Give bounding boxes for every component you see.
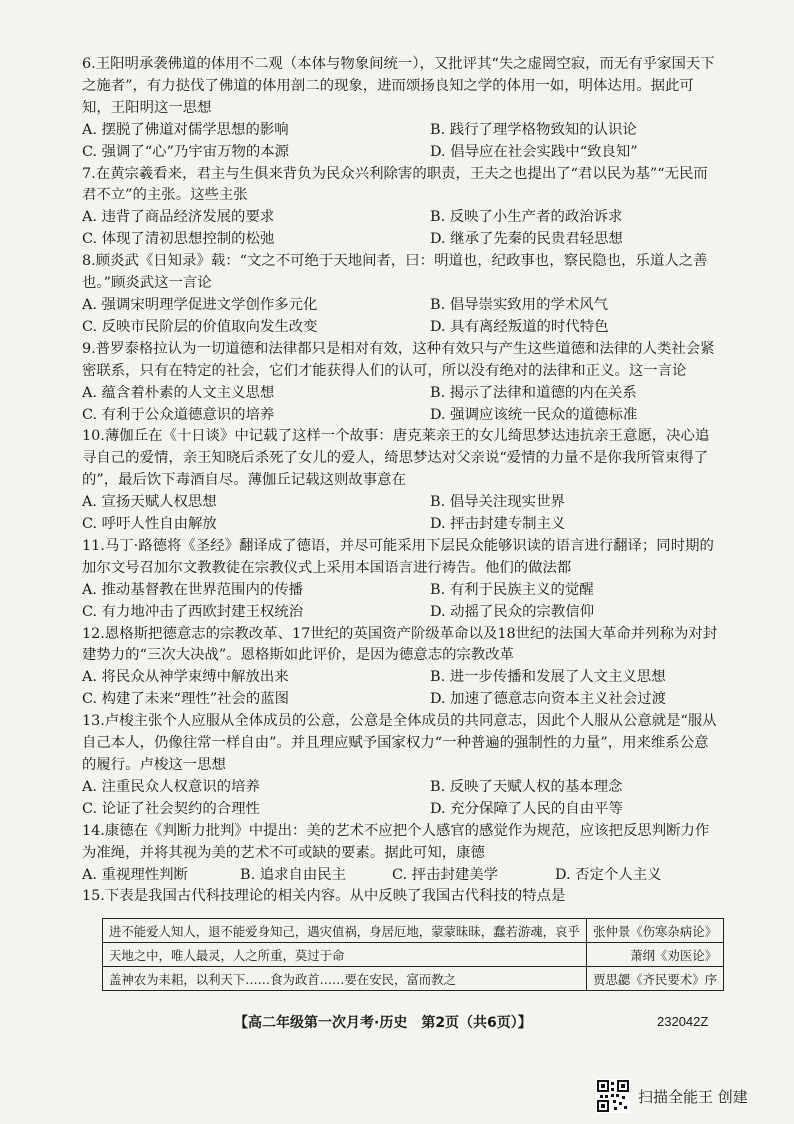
option-c: C. 反映市民阶层的价值取向发生改变	[82, 318, 318, 335]
table-cell-text: 进不能爱人知人，退不能爱身知己，遇灾值祸，身居厄地，蒙蒙昧昧，蠢若游魂，哀乎	[103, 919, 587, 943]
option-a: A. 违背了商品经济发展的要求	[82, 209, 275, 226]
question-8	[82, 251, 722, 339]
option-b: B. 反映了天赋人权的基本理念	[430, 778, 623, 795]
option-c: C. 论证了社会契约的合理性	[82, 800, 260, 817]
options	[82, 580, 722, 624]
question-15	[82, 886, 722, 908]
table-cell-source: 张仲景《伤寒杂病论》	[587, 919, 724, 943]
option-a: A. 蕴含着朴素的人文主义思想	[82, 384, 275, 401]
table-row	[103, 919, 724, 943]
table-row	[103, 943, 724, 967]
question-stem: 7.在黄宗羲看来，君主与生俱来背负为民众兴利除害的职责，王夫之也提出了“君以民为基”“无民而君不立”的主张。这些主张	[82, 165, 708, 204]
options	[82, 120, 722, 164]
question-stem: 15.下表是我国古代科技理论的相关内容。从中反映了我国古代科技的特点是	[82, 888, 566, 905]
option-a: A. 重视理性判断	[82, 866, 188, 883]
question-stem: 10.薄伽丘在《十日谈》中记载了这样一个故事：唐克莱亲王的女儿绮思梦达违抗亲王意愿，决心追寻自己的爱情，亲王知晓后杀死了女儿的爱人，绮思梦达对父亲说“爱情的力量不是你我所管束得了的”，最后饮下毒酒自尽。薄伽丘记载这则故事意在	[82, 428, 710, 489]
footer-title: 【高二年级第一次月考·历史 第2页（共6页）】	[234, 1015, 532, 1031]
option-d: D. 具有离经叛道的时代特色	[430, 318, 609, 335]
option-d: D. 充分保障了人民的自由平等	[430, 800, 623, 817]
option-a: A. 宣扬天赋人权思想	[82, 494, 217, 511]
option-a: A. 推动基督教在世界范围内的传播	[82, 581, 304, 598]
question-6	[82, 54, 722, 164]
table-cell-source: 萧纲《劝医论》	[587, 943, 724, 967]
option-b: B. 进一步传播和发展了人文主义思想	[430, 669, 666, 686]
question-stem: 8.顾炎武《日知录》载：“文之不可绝于天地间者，曰：明道也，纪政事也，察民隐也，乐道人之善也。”顾炎武这一言论	[82, 253, 708, 292]
question-stem: 13.卢梭主张个人应服从全体成员的公意，公意是全体成员的共同意志，因此个人服从公意就是“服从自己本人，仍像往常一样自由”。并且理应赋予国家权力“一种普遍的强制性的力量”，用来维系公意的履行。卢梭这一思想	[82, 713, 717, 773]
question-10	[82, 426, 722, 536]
question-7	[82, 164, 722, 252]
exam-code: 232042Z	[657, 1014, 709, 1029]
option-c: C. 有利于公众道德意识的培养	[82, 406, 275, 423]
option-a: A. 注重民众人权意识的培养	[82, 778, 260, 795]
science-theory-table	[102, 918, 724, 991]
option-c: C. 强调了“心”乃宇宙万物的本源	[82, 143, 290, 160]
options	[82, 865, 722, 887]
question-stem: 14.康德在《判断力批判》中提出：美的艺术不应把个人感官的感觉作为规范，应该把反思判断力作为准绳，并将其视为美的艺术不可或缺的要素。据此可知，康德	[82, 822, 710, 861]
qr-code-icon	[596, 1079, 630, 1113]
option-c: C. 体现了清初思想控制的松弛	[82, 231, 275, 248]
option-b: B. 反映了小生产者的政治诉求	[430, 209, 623, 226]
option-b: B. 倡导崇实致用的学术风气	[430, 296, 609, 313]
question-13	[82, 711, 722, 821]
page-footer	[234, 1012, 724, 1032]
watermark-text: 扫描全能王 创建	[638, 1087, 748, 1106]
questions-area	[82, 54, 722, 908]
options	[82, 383, 722, 427]
options	[82, 777, 722, 821]
option-b: B. 倡导关注现实世界	[430, 494, 565, 511]
question-stem: 9.普罗泰格拉认为一切道德和法律都只是相对有效，这种有效只与产生这些道德和法律的人类社会紧密联系，只有在特定的社会，它们才能获得人们的认可，所以没有绝对的法律和正义。这一言论	[82, 340, 715, 379]
table-cell-text: 盖神农为耒耜，以利天下……食为政首……要在安民，富而教之	[103, 967, 587, 991]
options	[82, 492, 722, 536]
option-d: D. 动摇了民众的宗教信仰	[430, 603, 595, 620]
question-stem: 11.马丁·路德将《圣经》翻译成了德语，并尽可能采用下层民众能够识读的语言进行翻译；同时期的加尔文号召加尔文教教徒在宗教仪式上采用本国语言进行祷告。他们的做法都	[82, 537, 714, 576]
question-stem: 6.王阳明承袭佛道的体用不二观（本体与物象间统一），又批评其“失之虚罔空寂，而无有乎家国天下之施者”，有力挞伐了佛道的体用剖二的现象，进而颂扬良知之学的体用一如，明体达用。据此可知，王阳明这一思想	[82, 56, 715, 116]
option-d: D. 继承了先秦的民贵君轻思想	[430, 231, 623, 248]
option-b: B. 践行了理学格物致知的认识论	[430, 121, 637, 138]
option-a: A. 将民众从神学束缚中解放出来	[82, 669, 289, 686]
option-b: B. 追求自由民主	[240, 866, 347, 883]
table-cell-source: 贾思勰《齐民要术》序	[587, 967, 724, 991]
option-d: D. 抨击封建专制主义	[430, 516, 566, 533]
question-9	[82, 339, 722, 427]
option-d: D. 加速了德意志向资本主义社会过渡	[430, 691, 667, 708]
option-a: A. 摆脱了佛道对儒学思想的影响	[82, 121, 289, 138]
question-11	[82, 536, 722, 624]
option-d: D. 否定个人主义	[555, 866, 662, 883]
option-c: C. 有力地冲击了西欧封建王权统治	[82, 603, 304, 620]
scanner-watermark	[596, 1076, 786, 1116]
option-c: C. 抨击封建美学	[392, 866, 498, 883]
option-d: D. 倡导应在社会实践中“致良知”	[430, 143, 638, 160]
option-c: C. 呼吁人性自由解放	[82, 516, 217, 533]
option-a: A. 强调宋明理学促进文学创作多元化	[82, 296, 318, 313]
option-c: C. 构建了未来“理性”社会的蓝图	[82, 691, 290, 708]
question-12	[82, 624, 722, 712]
question-14	[82, 821, 722, 887]
options	[82, 667, 722, 711]
option-b: B. 有利于民族主义的觉醒	[430, 581, 594, 598]
options	[82, 295, 722, 339]
options	[82, 207, 722, 251]
option-b: B. 揭示了法律和道德的内在关系	[430, 384, 637, 401]
table-cell-text: 天地之中，唯人最灵，人之所重，莫过于命	[103, 943, 587, 967]
table-row	[103, 967, 724, 991]
question-stem: 12.恩格斯把德意志的宗教改革、17世纪的英国资产阶级革命以及18世纪的法国大革命并列称为对封建势力的“三次大决战”。恩格斯如此评价，是因为德意志的宗教改革	[82, 625, 718, 664]
option-d: D. 强调应该统一民众的道德标准	[430, 406, 638, 423]
